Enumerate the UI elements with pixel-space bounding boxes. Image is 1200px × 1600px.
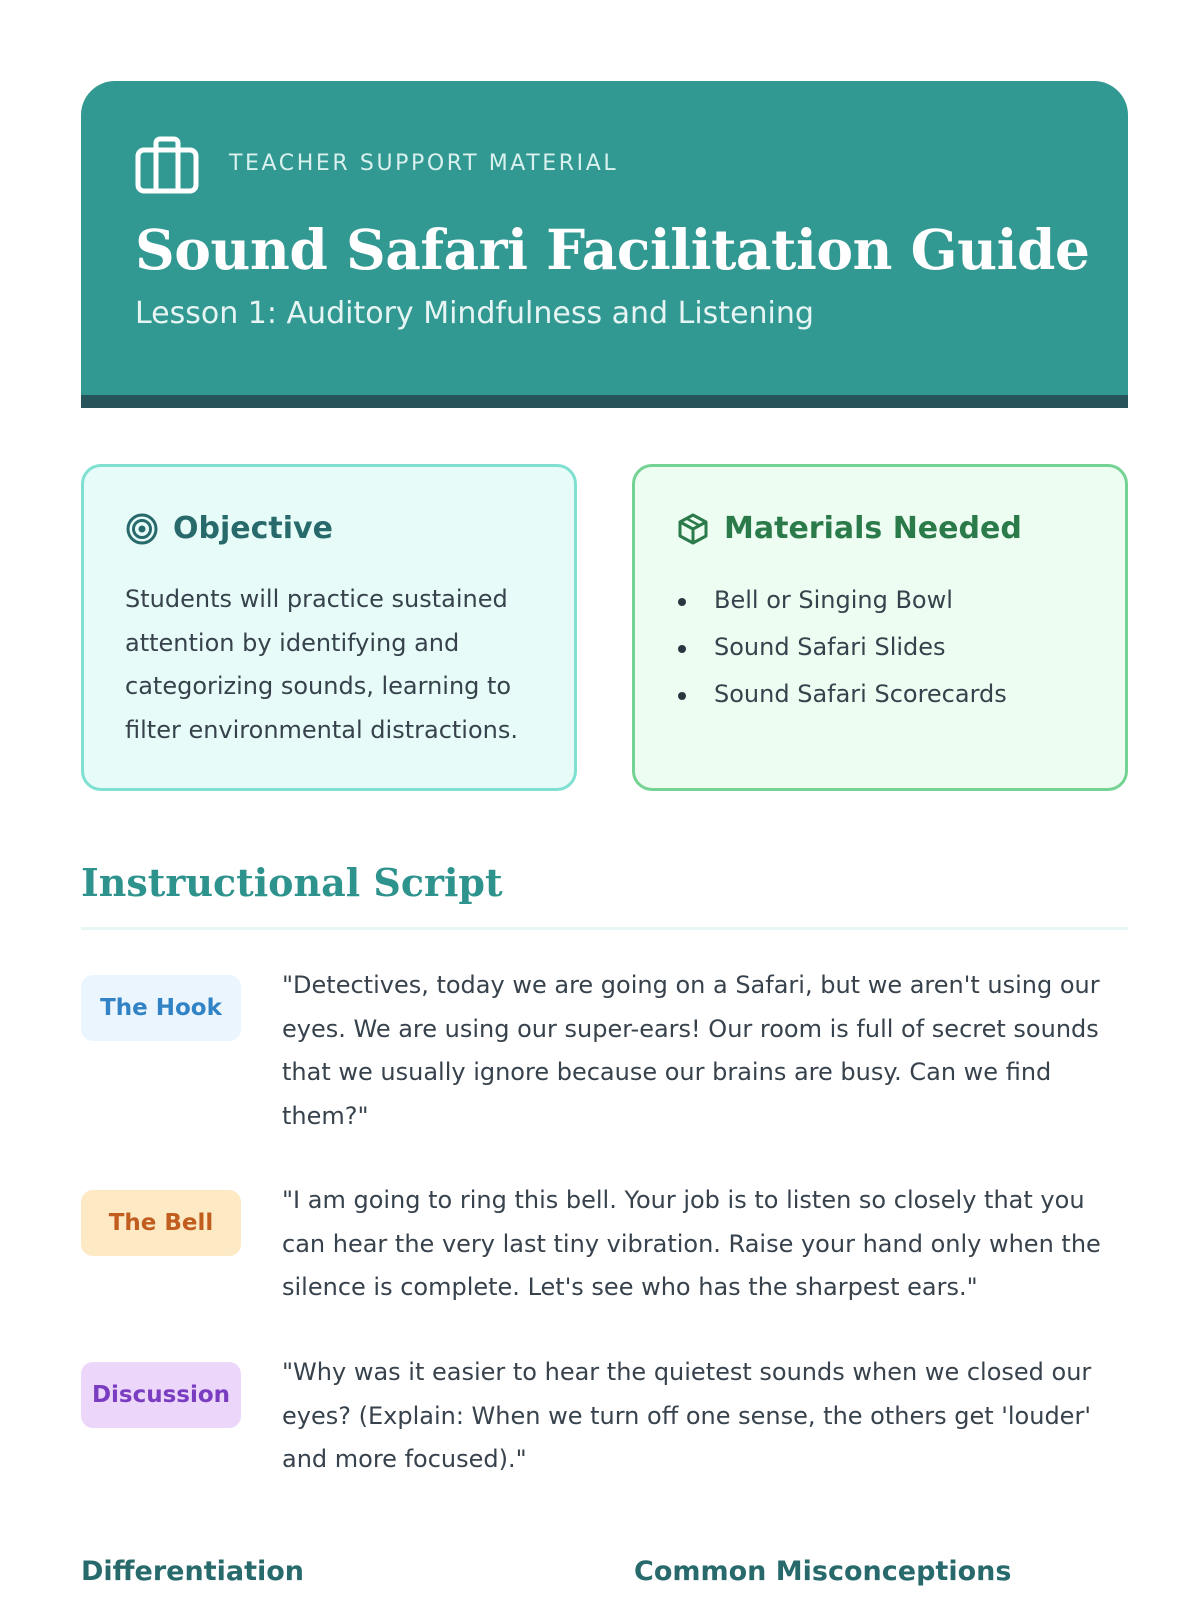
page-subtitle: Lesson 1: Auditory Mindfulness and Listening: [135, 296, 814, 331]
objective-title: Objective: [173, 511, 333, 546]
objective-card: [81, 464, 577, 791]
objective-text: Students will practice sustained attention by identifying and categorizing sounds, learning to filter environmental distractions.: [125, 585, 518, 744]
materials-card: [632, 464, 1128, 791]
box-icon: [676, 512, 710, 546]
step-text-discussion: "Why was it easier to hear the quietest sounds when we closed our eyes? (Explain: When we turn off one sense, the others get 'louder' and more focused).": [282, 1358, 1092, 1473]
materials-header: [676, 511, 1022, 546]
target-icon: [125, 512, 159, 546]
materials-list: [676, 577, 1007, 718]
header-banner: [81, 81, 1128, 408]
objective-header: [125, 511, 333, 546]
misconceptions-heading: Common Misconceptions: [634, 1556, 1012, 1587]
step-text-bell: "I am going to ring this bell. Your job is to listen so closely that you can hear the very last tiny vibration. Raise your hand only when the silence is complete. Let's see who has the sharpest ears.": [282, 1186, 1101, 1301]
header-kicker: TEACHER SUPPORT MATERIAL: [229, 151, 619, 176]
step-tag-hook: The Hook: [81, 975, 241, 1041]
step-tag-bell: The Bell: [81, 1190, 241, 1256]
briefcase-icon: [135, 136, 199, 194]
page-title: Sound Safari Facilitation Guide: [135, 217, 1090, 282]
differentiation-heading: Differentiation: [81, 1556, 305, 1587]
materials-item: Bell or Singing Bowl: [676, 577, 1007, 624]
instructional-script-heading: Instructional Script: [81, 860, 503, 905]
step-tag-discussion: Discussion: [81, 1362, 241, 1428]
materials-title: Materials Needed: [724, 511, 1022, 546]
materials-item: Sound Safari Slides: [676, 624, 1007, 671]
section-divider: [81, 927, 1128, 930]
step-text-hook: "Detectives, today we are going on a Safari, but we aren't using our eyes. We are using our super-ears! Our room is full of secret sounds that we usually ignore because our brains are busy. Can we find them?": [282, 971, 1100, 1130]
materials-item: Sound Safari Scorecards: [676, 671, 1007, 718]
